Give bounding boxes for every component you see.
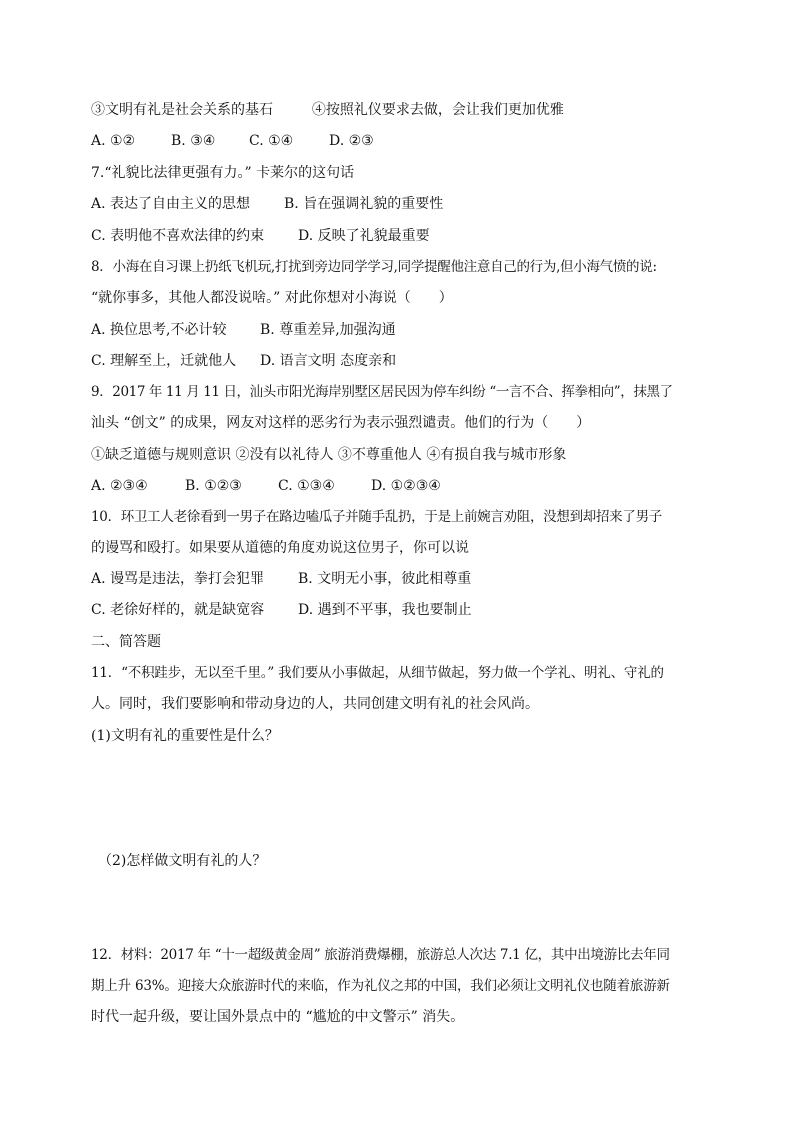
q11-subquestion-2: （2)怎样做文明有礼的人？ <box>98 853 267 869</box>
q7-stem: 7.“礼貌比法律更强有力。” 卡莱尔的这句话 <box>91 165 355 181</box>
q6-option-a[interactable]: A. ①② <box>91 133 136 149</box>
q12-material-line2: 期上升 63%。迎接大众旅游时代的来临，作为礼仪之邦的中国，我们必须让文明礼仪也随着旅游新 <box>91 978 670 994</box>
q10-options-row2 <box>91 601 472 619</box>
q9-stem-line1: 9．2017 年 11 月 11 日，汕头市阳光海岸别墅区居民因为停车纠纷 “一言不合、挥拳相向”，抹黑了 <box>91 384 673 400</box>
q7-option-a[interactable]: A. 表达了自由主义的思想 <box>91 196 251 212</box>
q10-option-a[interactable]: A. 谩骂是违法，拳打会犯罪 <box>91 571 265 587</box>
q6-statement-3: ③文明有礼是社会关系的基石 <box>91 102 273 118</box>
q7-option-c[interactable]: C. 表明他不喜欢法律的约束 <box>91 228 265 244</box>
q9-option-b[interactable]: B. ①②③ <box>185 478 242 494</box>
q10-option-c[interactable]: C. 老徐好样的，就是缺宽容 <box>91 602 265 618</box>
q8-option-b[interactable]: B. 尊重差异,加强沟通 <box>260 322 396 338</box>
q10-stem-line2: 的谩骂和殴打。如果要从道德的角度劝说这位男子，你可以说 <box>91 540 469 556</box>
q9-statements: ①缺乏道德与规则意识 ②没有以礼待人 ③不尊重他人 ④有损自我与城市形象 <box>91 447 567 463</box>
q6-option-c[interactable]: C. ①④ <box>249 133 294 149</box>
q12-material-line1: 12．材料：2017 年 “十一超级黄金周” 旅游消费爆棚，旅游总人次达 7.1 亿，其中出境游比去年同 <box>91 947 670 963</box>
q10-stem-line1: 10．环卫工人老徐看到一男子在路边嗑瓜子并随手乱扔，于是上前婉言劝阻，没想到却招来了男子 <box>91 509 662 525</box>
q8-options-row1 <box>91 321 396 339</box>
q10-option-b[interactable]: B. 文明无小事，彼此相尊重 <box>298 571 472 587</box>
q7-option-b[interactable]: B. 旨在强调礼貌的重要性 <box>284 196 444 212</box>
q10-option-d[interactable]: D. 遇到不平事，我也要制止 <box>298 602 472 618</box>
q8-stem-line1: 8．小海在自习课上扔纸飞机玩,打扰到旁边同学学习,同学提醒他注意自己的行为,但小海气愤的说: <box>91 259 657 275</box>
q9-option-a[interactable]: A. ②③④ <box>91 478 148 494</box>
q6-option-d[interactable]: D. ②③ <box>329 133 374 149</box>
q11-stem-line2: 人。同时，我们要影响和带动身边的人，共同创建文明有礼的社会风尚。 <box>91 696 539 712</box>
q7-options-row2 <box>91 227 430 245</box>
q7-option-d[interactable]: D. 反映了礼貌最重要 <box>298 228 430 244</box>
q9-option-c[interactable]: C. ①③④ <box>278 478 335 494</box>
q8-stem-line2: “就你事多，其他人都没说啥。” 对此你想对小海说（ ） <box>91 290 453 306</box>
q7-options-row1 <box>91 195 443 213</box>
q9-option-d[interactable]: D. ①②③④ <box>371 478 441 494</box>
q11-subquestion-1: (1)文明有礼的重要性是什么？ <box>91 728 279 744</box>
q6-statement-4: ④按照礼仪要求去做，会让我们更加优雅 <box>311 102 564 118</box>
q6-options <box>91 132 374 150</box>
q8-option-d[interactable]: D. 语言文明 态度亲和 <box>260 353 397 369</box>
q6-statement-row <box>91 101 564 119</box>
q8-option-a[interactable]: A. 换位思考,不必计较 <box>91 322 227 338</box>
q11-stem-line1: 11．“不积跬步，无以至千里。” 我们要从小事做起，从细节做起，努力做一个学礼、明礼、守礼的 <box>91 665 664 681</box>
section-heading: 二、简答题 <box>91 634 161 650</box>
q6-option-b[interactable]: B. ③④ <box>171 133 216 149</box>
q9-options <box>91 477 441 495</box>
q8-option-c[interactable]: C. 理解至上，迁就他人 <box>91 353 237 369</box>
q8-options-row2 <box>91 352 396 370</box>
q9-stem-line2: 汕头 “创文” 的成果，网友对这样的恶劣行为表示强烈谴责。他们的行为（ ） <box>91 415 591 431</box>
q10-options-row1 <box>91 570 471 588</box>
q12-material-line3: 时代一起升级，要让国外景点中的 “尴尬的中文警示” 消失。 <box>91 1009 465 1025</box>
